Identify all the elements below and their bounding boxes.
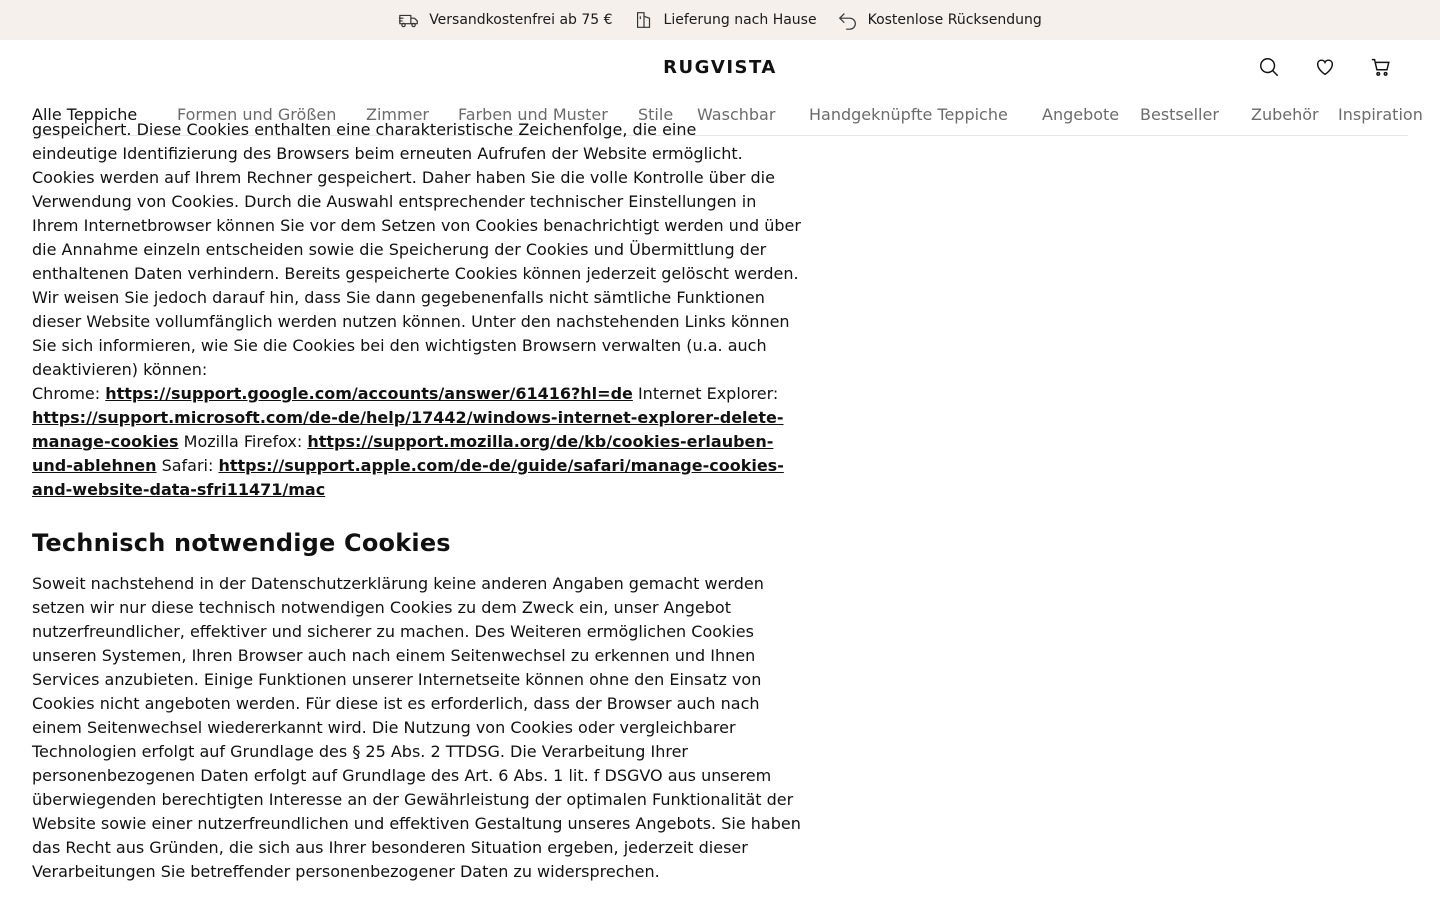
link-prefix-safari: Safari: — [156, 456, 219, 475]
nav-item-bestseller[interactable]: Bestseller — [1140, 105, 1219, 124]
nav-item-waschbar[interactable]: Waschbar — [697, 105, 776, 124]
usp-label: Lieferung nach Hause — [663, 12, 817, 28]
browser-links — [32, 382, 802, 502]
usp-label: Kostenlose Rücksendung — [867, 12, 1042, 28]
site-logo[interactable]: RUGVISTA — [663, 57, 777, 78]
link-chrome-cookies[interactable]: https://support.google.com/accounts/answer/61416?hl=de — [105, 384, 633, 403]
privacy-policy-content — [32, 118, 802, 884]
header-actions — [1258, 56, 1392, 78]
nav-item-farben-und-muster[interactable]: Farben und Muster — [458, 105, 608, 124]
nav-item-handgeknuepfte-teppiche[interactable]: Handgeknüpfte Teppiche — [809, 105, 1008, 124]
link-safari-cookies[interactable]: https://support.apple.com/de-de/guide/safari/manage-cookies-and-website-data-sfri11471/mac — [32, 456, 784, 499]
paragraph-text: eindeutige Identifizierung des Browsers beim erneuten Aufrufen der Website ermöglicht. Cookies werden auf Ihrem Rechner gespeichert. Daher haben Sie die volle Kontrolle über die Verwendung von Cookies. Durch die Auswahl entsprechender technischer Einstellungen in Ihrem Internetbrowser können Sie vor dem Setzen von Cookies benachrichtigt werden und über die Annahme einzeln entscheiden sowie die Speicherung der Cookies und Übermittlung der enthaltenen Daten verhindern. Bereits gespeicherte Cookies können jederzeit gelöscht werden. Wir weisen Sie jedoch darauf hin, dass Sie dann gegebenenfalls nicht sämtliche Funktionen dieser Website vollumfänglich werden nutzen können. Unter den nachstehenden Links können Sie sich informieren, wie Sie die Cookies bei den wichtigsten Browsern verwalten (u.a. auch deaktivieren) können: — [32, 144, 801, 379]
link-prefix-chrome: Chrome: — [32, 384, 106, 403]
link-ie-cookies[interactable]: https://support.microsoft.com/de-de/help/17442/windows-internet-explorer-delete-manage-cookies — [32, 408, 784, 451]
truck-icon — [398, 9, 420, 31]
nav-item-formen-und-groessen[interactable]: Formen und Größen — [177, 105, 337, 124]
usp-home-delivery — [633, 9, 817, 31]
nav-item-angebote[interactable]: Angebote — [1042, 105, 1120, 124]
nav-item-alle-teppiche[interactable]: Alle Teppiche — [32, 105, 138, 124]
site-header — [0, 40, 1440, 96]
usp-free-shipping — [398, 9, 612, 31]
usp-free-returns — [837, 9, 1042, 31]
content-viewport — [0, 120, 1440, 900]
paragraph-cut: gespeichert. Diese Cookies enthalten eine charakteristische Zeichenfolge, die eine — [32, 120, 697, 139]
nav-item-zubehoer[interactable]: Zubehör — [1251, 105, 1319, 124]
paragraph-cookie-control — [32, 142, 802, 382]
section-heading: Technisch notwendige Cookies — [32, 529, 451, 557]
link-prefix-ie: Internet Explorer: — [632, 384, 779, 403]
cart-button[interactable] — [1370, 56, 1392, 78]
cart-icon — [1370, 56, 1392, 78]
link-firefox-cookies[interactable]: https://support.mozilla.org/de/kb/cookies-erlauben-und-ablehnen — [32, 432, 774, 475]
wishlist-button[interactable] — [1314, 56, 1336, 78]
usp-label: Versandkostenfrei ab 75 € — [429, 12, 613, 28]
paragraph-necessary-cookies: Soweit nachstehend in der Datenschutzerklärung keine anderen Angaben gemacht werden setzen wir nur diese technisch notwendigen Cookies zu dem Zweck ein, unser Angebot nutzerfreundlicher, effektiver und sicherer zu machen. Des Weiteren ermöglichen Cookies unseren Systemen, Ihren Browser auch nach einem Seitenwechsel zu erkennen und Ihnen Services anzubieten. Einige Funktionen unserer Internetseite können ohne den Einsatz von Cookies nicht angeboten werden. Für diese ist es erforderlich, dass der Browser auch nach einem Seitenwechsel wiedererkannt wird. Die Nutzung von Cookies oder vergleichbarer Technologien erfolgt auf Grundlage des § 25 Abs. 2 TTDSG. Die Verarbeitung Ihrer personenbezogenen Daten erfolgt auf Grundlage des Art. 6 Abs. 1 lit. f DSGVO aus unserem überwiegenden berechtigten Interesse an der Gewährleistung der optimalen Funktionalität der Website sowie einer nutzerfreundlichen und effektiven Gestaltung unseres Angebots. Sie haben das Recht aus Gründen, die sich aus Ihrer besonderen Situation ergeben, jederzeit dieser Verarbeitungen Sie betreffender personenbezogener Daten zu widersprechen. — [32, 574, 801, 881]
search-icon — [1258, 56, 1280, 78]
usp-bar — [0, 0, 1440, 40]
delivery-box-icon — [633, 9, 655, 31]
link-prefix-firefox: Mozilla Firefox: — [178, 432, 308, 451]
search-button[interactable] — [1258, 56, 1280, 78]
return-arrow-icon — [837, 9, 859, 31]
heart-icon — [1314, 56, 1336, 78]
nav-item-inspiration[interactable]: Inspiration — [1338, 105, 1423, 124]
nav-item-zimmer[interactable]: Zimmer — [366, 105, 429, 124]
nav-item-stile[interactable]: Stile — [638, 105, 674, 124]
